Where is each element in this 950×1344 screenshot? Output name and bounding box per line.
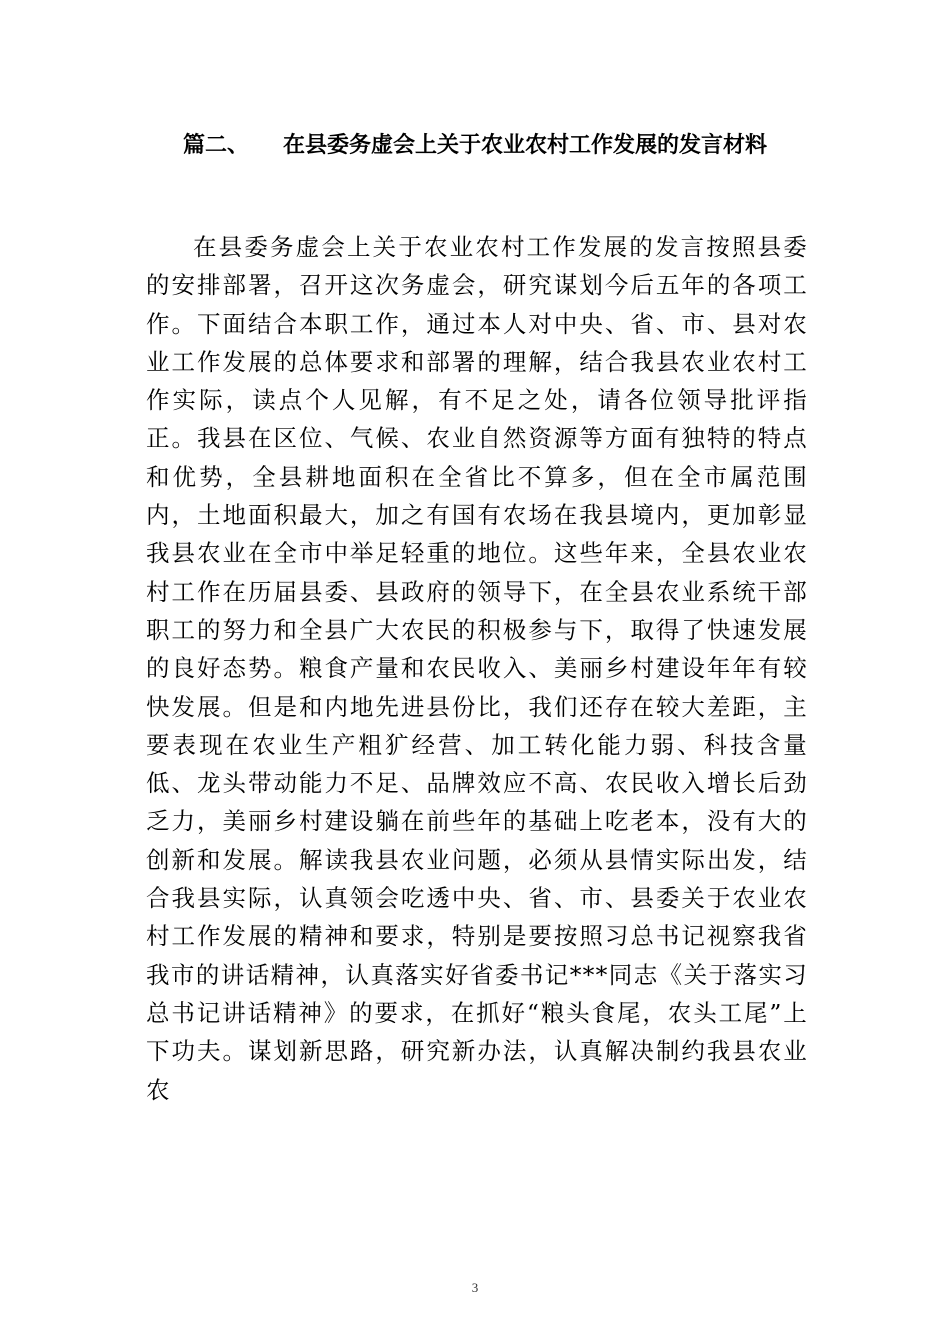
body-paragraph: 在县委务虚会上关于农业农村工作发展的发言按照县委的安排部署，召开这次务虚会，研究谋划今后五年的各项工作。下面结合本职工作，通过本人对中央、省、市、县对农业工作发展的总体要求和部署的理解，结合我县农业农村工作实际，读点个人见解，有不足之处，请各位领导批评指正。我县在区位、气候、农业自然资源等方面有独特的特点和优势，全县耕地面积在全省比不算多，但在全市属范围内，土地面积最大，加之有国有农场在我县境内，更加彰显我县农业在全市中举足轻重的地位。这些年来，全县农业农村工作在历届县委、县政府的领导下，在全县农业系统干部职工的努力和全县广大农民的积极参与下，取得了快速发展的良好态势。粮食产量和农民收入、美丽乡村建设年年有较快发展。但是和内地先进县份比，我们还存在较大差距，主要表现在农业生产粗犷经营、加工转化能力弱、科技含量低、龙头带动能力不足、品牌效应不高、农民收入增长后劲乏力，美丽乡村建设躺在前些年的基础上吃老本，没有大的创新和发展。解读我县农业问题，必须从县情实际出发，结合我县实际，认真领会吃透中央、省、市、县委关于农业农村工作发展的精神和要求，特别是要按照习总书记视察我省我市的讲话精神，认真落实好省委书记***同志《关于落实习总书记讲话精神》的要求，在抓好“粮头食尾，农头工尾”上下功夫。谋划新思路，研究新办法，认真解决制约我县农业农: [146, 233, 808, 1104]
document-title: [150, 131, 800, 161]
title-number: 篇二、: [182, 133, 249, 158]
title-text: 在县委务虚会上关于农业农村工作发展的发言材料: [283, 133, 768, 158]
page-number: 3: [471, 1280, 479, 1295]
